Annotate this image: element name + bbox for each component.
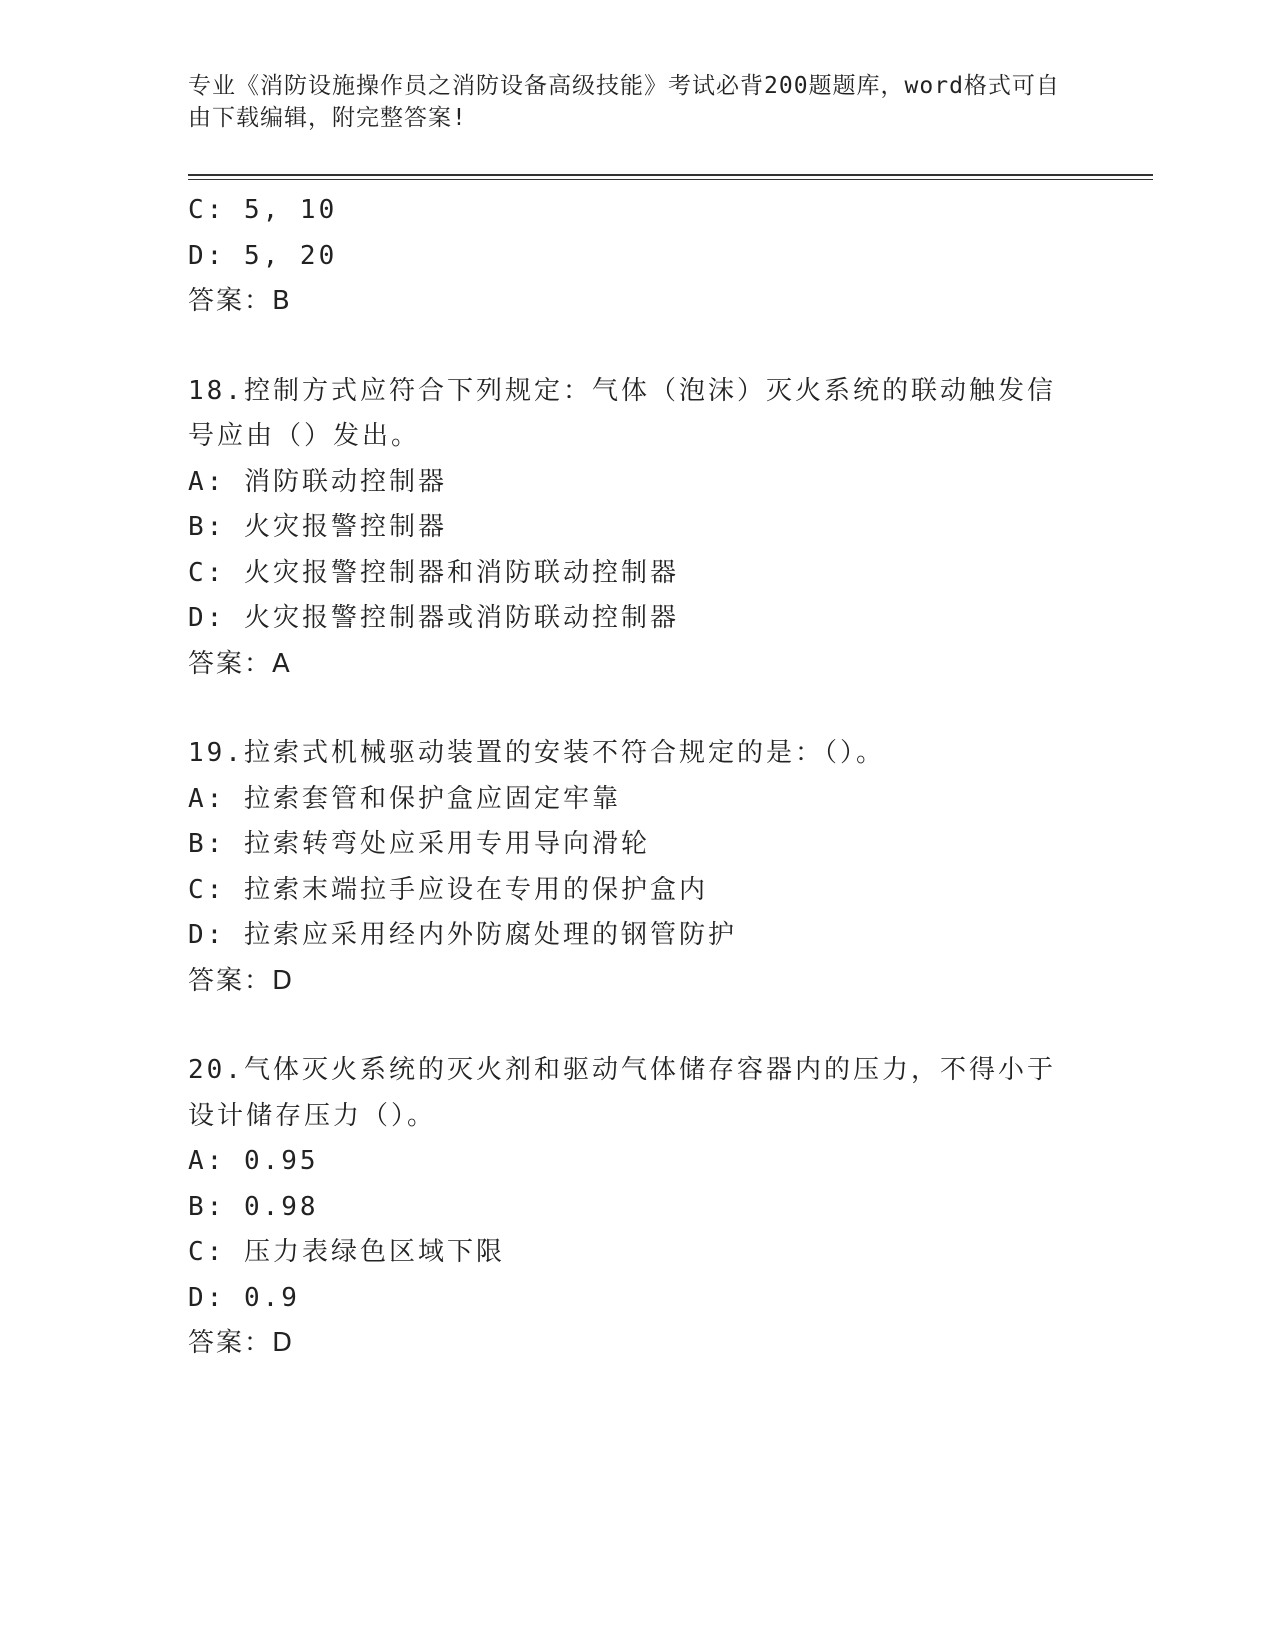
option-c: C: 5, 10 (188, 195, 338, 225)
spacer (188, 325, 1153, 369)
document-body (188, 188, 1153, 1367)
spacer (188, 1004, 1153, 1048)
answer-line: 答案：B (188, 286, 292, 316)
question-19-option-d: D: 拉索应采用经内外防腐处理的钢管防护 (188, 920, 737, 950)
question-18-option-b: B: 火灾报警控制器 (188, 512, 447, 542)
question-20-option-b: B: 0.98 (188, 1191, 319, 1222)
question-20-option-c: C: 压力表绿色区域下限 (188, 1237, 505, 1267)
question-20-answer: 答案：D (188, 1328, 295, 1358)
question-18-option-d: D: 火灾报警控制器或消防联动控制器 (188, 603, 679, 633)
question-19-stem: 19.拉索式机械驱动装置的安装不符合规定的是：（）。 (188, 738, 885, 768)
question-19-option-b: B: 拉索转弯处应采用专用导向滑轮 (188, 829, 650, 859)
document-page (188, 70, 1153, 1367)
option-d: D: 5, 20 (188, 240, 338, 271)
question-19-option-c: C: 拉索末端拉手应设在专用的保护盒内 (188, 874, 708, 905)
header-divider (188, 174, 1153, 180)
question-18-option-a: A: 消防联动控制器 (188, 466, 447, 497)
question-20-option-a: A: 0.95 (188, 1146, 319, 1176)
question-18-stem: 18.控制方式应符合下列规定：气体（泡沫）灭火系统的联动触发信号应由（）发出。 (188, 375, 1056, 451)
document-header: 专业《消防设施操作员之消防设备高级技能》考试必背200题题库，word格式可自由下载编辑，附完整答案! (188, 73, 1060, 131)
question-20-stem: 20.气体灭火系统的灭火剂和驱动气体储存容器内的压力，不得小于设计储存压力（）。 (188, 1055, 1056, 1131)
question-19-answer: 答案：D (188, 965, 295, 996)
spacer (188, 687, 1153, 731)
question-19-option-a: A: 拉索套管和保护盒应固定牢靠 (188, 783, 621, 814)
question-18-option-c: C: 火灾报警控制器和消防联动控制器 (188, 557, 679, 588)
question-20-option-d: D: 0.9 (188, 1282, 300, 1313)
question-18-answer: 答案：A (188, 648, 292, 679)
